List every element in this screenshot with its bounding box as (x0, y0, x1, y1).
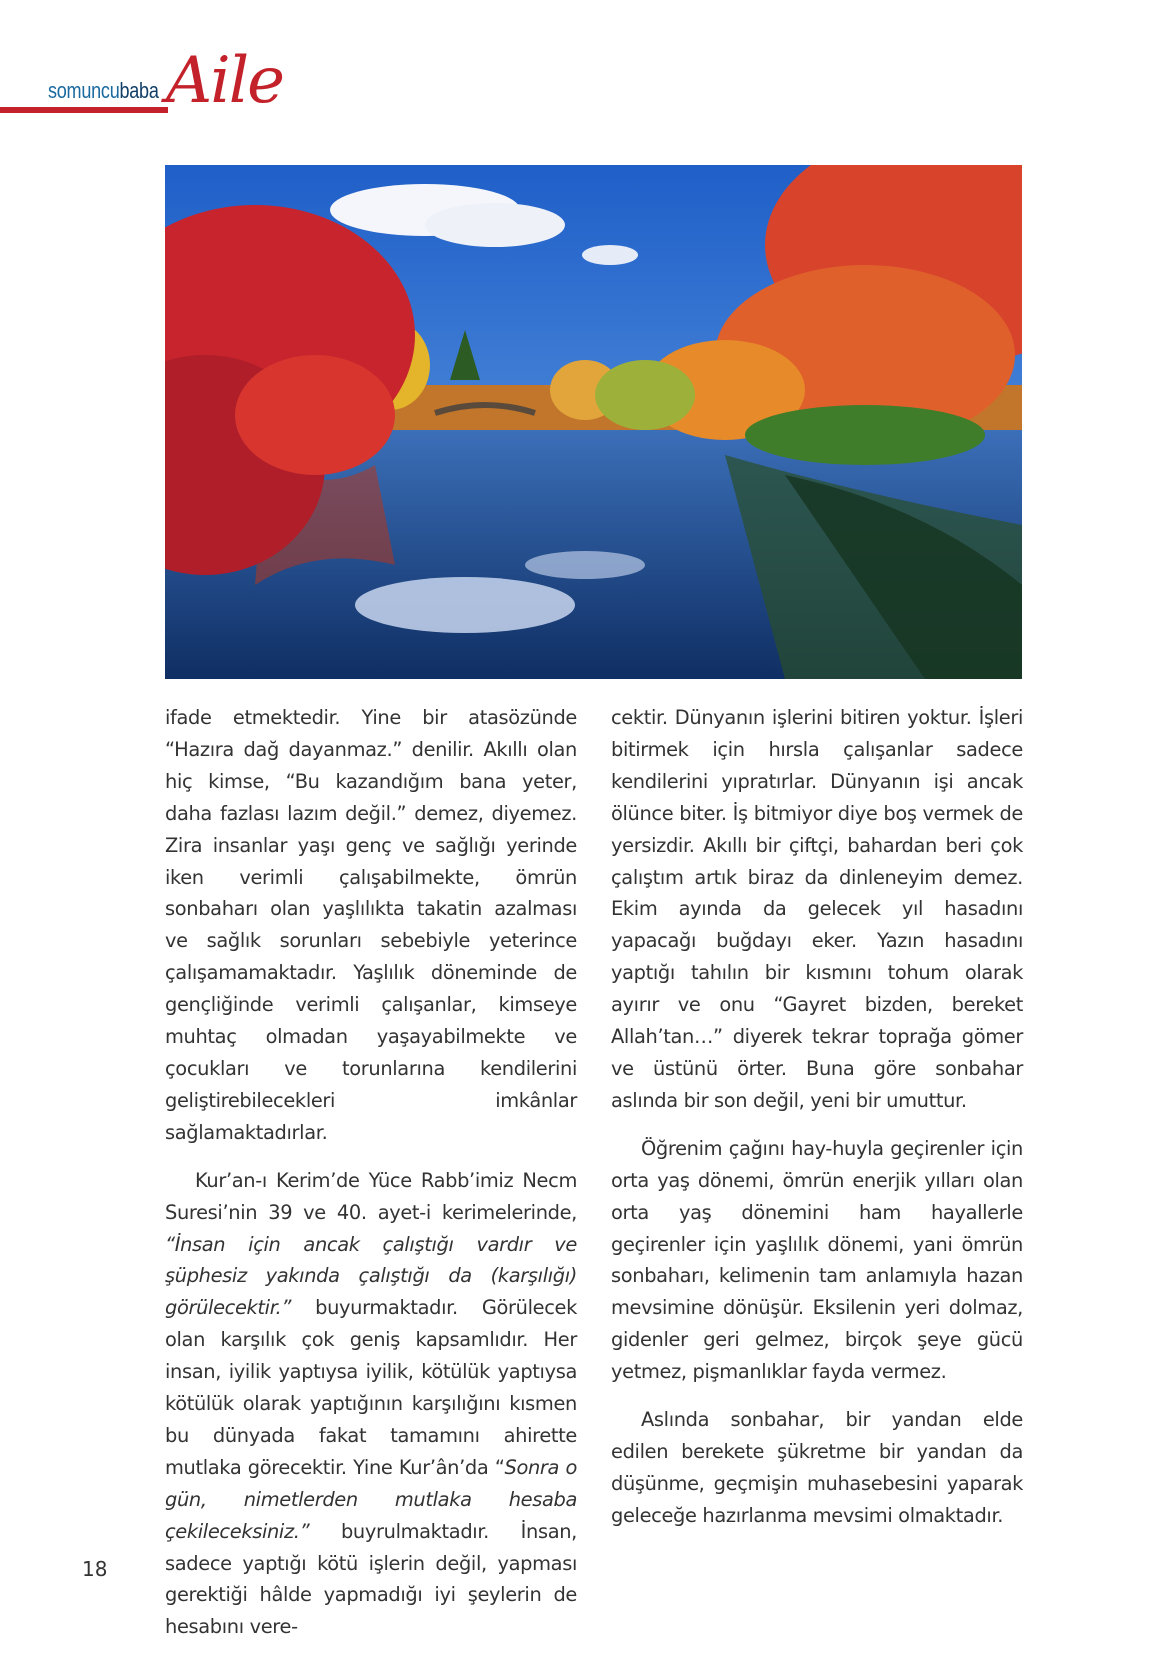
brand-logo (48, 78, 159, 104)
left-paragraph-2 (165, 1165, 577, 1644)
autumn-lake-photo (165, 165, 1022, 679)
left-p2-text-a: Kur’an-ı Kerim’de Yüce Rabb’imiz Necm Suresi’nin 39 ve 40. ayet-i kerimelerinde, (165, 1168, 577, 1224)
quran-quote-necm: “İnsan için ancak çalıştığı vardır ve şüphesiz yakında çalıştığı da (karşılığı) görülecektir.” (165, 1232, 577, 1320)
brand-part1: somuncu (48, 78, 120, 103)
left-p2-text-c: buyrulmaktadır. İnsan, sadece yaptığı kötü işlerin değil, yapması gerektiği hâlde yapmadığı iyi şeylerin de hesabını vere- (165, 1519, 577, 1639)
right-paragraph-3: Aslında sonbahar, bir yandan elde edilen berekete şükretme bir yandan da düşünme, geçmişin muhasebesini yaparak geleceğe hazırlanma mevsimi olmaktadır. (611, 1408, 1023, 1527)
header-red-bar (0, 107, 168, 113)
right-paragraph-2: Öğrenim çağını hay-huyla geçirenler için orta yaş dönemi, ömrün enerjik yılları olan orta yaş dönemini ham hayallerle geçirenler için yaşlılık dönemi, yani ömrün sonbaharı, kelimenin tam anlamıyla hazan mevsimine dönüşür. Eksilenin yeri dolmaz, gidenler geri gelmez, birçok şeye gücü yetmez, pişmanlıklar fayda vermez. (611, 1136, 1023, 1384)
brand-aile: Aile (166, 44, 284, 118)
magazine-header (0, 44, 300, 130)
left-p2-text-b: buyurmaktadır. Görülecek olan karşılık çok geniş kapsamlıdır. Her insan, iyilik yaptıysa iyilik, kötülük yaptıysa kötülük olarak yaptığının karşılığını kısmen bu dünyada fakat tamamını ahirette mutlaka görecektir. Yine Kur’ân’da “ (165, 1296, 577, 1479)
page-number: 18 (82, 1557, 108, 1581)
brand-part2: baba (119, 78, 159, 103)
right-paragraph-1: cektir. Dünyanın işlerini bitiren yoktur. İşleri bitirmek için hırsla çalışanlar sadece kendilerini yıpratırlar. Dünyanın işi ancak ölünce biter. İş bitmiyor diye boş vermek de yersizdir. Akıllı bir çiftçi, bahardan beri çok çalıştım artık biraz da dinleneyim demez. Ekim ayında da gelecek yıl hasadını yapacağı buğdayı eker. Yazın hasadını yaptığı tahılın bir kısmını tohum olarak ayırır ve onu “Gayret bizden, bereket Allah’tan…” diyerek tekrar toprağa gömer ve üstünü örter. Buna göre sonbahar aslında bir son değil, yeni bir umuttur. (611, 706, 1023, 1112)
left-text-column (165, 702, 577, 1659)
left-paragraph-1: ifade etmektedir. Yine bir atasözünde “Hazıra dağ dayanmaz.” denilir. Akıllı olan hiç kimse, “Bu kazandığım bana yeter, daha fazlası lazım değil.” demez, diyemez. Zira insanlar yaşı genç ve sağlığı yerinde iken verimli çalışabilmekte, ömrün sonbaharı olan yaşlılıkta takatin azalması ve sağlık sorunları sebebiyle yeterince çalışamamaktadır. Yaşlılık döneminde de gençliğinde verimli çalışanlar, kimseye muhtaç olmadan yaşayabilmekte ve çocukları ve torunlarına kendilerini geliştirebilecekleri imkânlar sağlamaktadırlar. (165, 706, 577, 1144)
photo-illustration (165, 165, 1022, 679)
quran-quote-tekasur: Sonra o gün, nimetlerden mutlaka hesaba çekileceksiniz.” (165, 1455, 577, 1543)
right-text-column (611, 702, 1023, 1548)
